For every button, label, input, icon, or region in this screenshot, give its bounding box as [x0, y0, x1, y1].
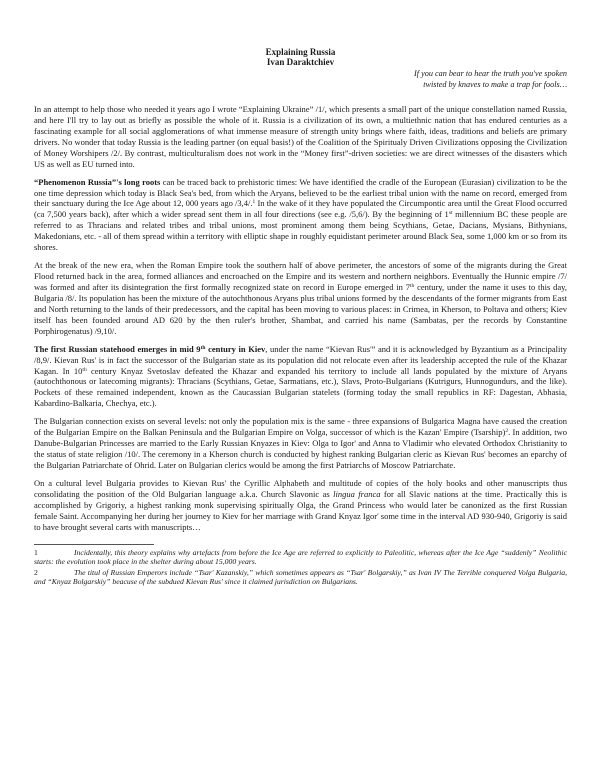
paragraph-text: millennium BC these people are referred to as Thracians and related tribes and tribal unions, most prominent among them being Scythians, Getae, Dacians, Mysians, Bithynians, Makedonians, etc. - all of them spread within a territory with elliptic shape in roughly equidistant perimeter around Black Sea, some 1,000 km or so from its shores. — [34, 209, 568, 253]
paragraph-text: On a cultural level Bulgaria provides to Kievan Rus' the Cyrillic Alphabeth and multitude of copies of the holy books and other manuscripts thus consolidating the position of the Old Bulgarian language a.k.a. Church Slavonic as — [34, 478, 567, 499]
paragraph-bulgarian-connection — [34, 416, 567, 471]
paragraph-text: for all Slavic nations at the time. Practically this is accomplished by Grigoriy, a highest ranking monk supervising spiritually Olga, the Grand Princess who would later be canonized as the first Russian female Saint. Accompanying her during her journey to Kiev for her marriage with Grand Knyaz Igor' some time in the interval AD 930-940, Grigoriy is said to have brought several carts with manuscripts… — [34, 488, 567, 532]
emphasis: lingua franca — [333, 488, 381, 499]
footnote-ref-2[interactable]: 2 — [505, 428, 509, 435]
document-title: Explaining Russia — [265, 47, 336, 57]
paragraph-cultural-level — [34, 478, 567, 533]
paragraph-lead — [34, 344, 265, 354]
superscript: st — [448, 210, 453, 217]
paragraph-text: century Knyaz Svetoslav defeated the Khazar and expanded his territory to include all lands populated by the mixture of Aryans (autochthonous or latecoming migrants): Thracians (Scythians, Getae, Sarmatians, etc.), Slavs, Proto-Bulgarians (Kutrigurs, Hunnogundurs, and the like). Pockets of these remained independent, known as the Caucassian Bulgarian statelets (forming today the small republics in RF: Dagestan, Abhasia, Kabardino-Balkaria, Chechya, etc.). — [34, 365, 568, 409]
paragraph-first-statehood — [34, 344, 567, 409]
footnote-1 — [34, 548, 567, 567]
footnote-ref-1[interactable]: 1 — [252, 199, 256, 206]
document-body — [34, 104, 567, 588]
paragraph-lead: “Phenomenon Russia”'s long roots — [34, 176, 161, 187]
footnote-text: Incidentally, this theory explains why artefacts from before the Ice Age are referred to explicitly to Paleolitic, whereas after the Ice Age “suddenly” Neolithic starts: the evolution took place in the shelter during about 15,000 years. — [34, 547, 567, 567]
epigraph-line-1: If you can bear to hear the truth you've spoken — [414, 69, 567, 78]
footnote-number: 2 — [34, 567, 38, 577]
paragraph-intro: In an attempt to help those who needed it years ago I wrote “Explaining Ukraine” /1/, which presents a small part of the unique constellation named Russia, and here I'll try to lay out as briefly as possible the whole of it. Russia is a civilization of its own, a multiethnic nation that has endured centuries as a fascinating example for all social agglomerations of what immense measure of strength unity brings where faith, ideas, traditions and beliefs are primary drivers. No wonder that today Russia is the leading partner (on equal basis!) of the Coalition of the Spiritualy Driven Civilizations opposing the Civilization of Money Worshipers /2/. By contrast, multiculturalism does not work in the “Money first”-driven societies: we are direct witnesses of the disasters which US as well as EU turned into. — [34, 104, 567, 169]
document-author: Ivan Daraktchiev — [266, 57, 335, 67]
footnote-text: The titul of Russian Emperors include “Tsar' Kazanskiy,” which sometimes appears as “Tsar' Bolgarskiy,” as Ivan IV The Terrible conquered Volga Bulgaria, and “Knyaz Bolgarskiy” beacuse of the subdued Kievan Rus' since it claimed jurisdiction on Bulgarians. — [34, 567, 567, 587]
superscript: th — [200, 344, 206, 351]
paragraph-text: At the break of the new era, when the Roman Empire took the southern half of above perimeter, the ancestors of some of the migrants during the Great Flood returned back in the area, formed alliances and encroached on the Empire and its western and northern neighbors. Eventually the Hunnic empire /7/ was formed and after its disintegration the first formally recognized state on record in Europe emerged in 7 — [34, 260, 567, 292]
paragraph-text: century, under the name it uses to this day, Bulgaria /8/. Its population has been the mixture of the autochthonous Aryans plus tribal unions formed by the descendants of the former migrants from East and North returning to the lands of their predecessors, and the capital has been moving to various places: in Crimea, in Kherson, to Poltava and others; Kiev itself has been founded around AD 620 by the then ruler's brother, Shambat, and carried his name (Sambatas, per the records by Constantine Porphirogenatus) /9,10/. — [34, 281, 567, 336]
superscript: th — [82, 366, 87, 373]
paragraph-long-roots — [34, 177, 567, 253]
paragraph-text: The Bulgarian connection exists on several levels: not only the population mix is the same - three expansions of Bulgarica Magna have caused the creation of the Bulgarian Empire on the Balkan Peninsula and the Bulgarian Empire on Volga, successor of which is the Kazan' Empire (Tsarship) — [34, 416, 567, 438]
footnote-separator — [34, 544, 154, 545]
paragraph-text: can be traced back to prehistoric times: We have identified the cradle of the European (Eurasian) civilization to be the one time depression which today is Black Sea's bed, from which the Aryans, believed to be the earliest tribal union with the name on record, emerged from their sanctuary during the Ice Age about 12, 000 years ago /3,4/. — [34, 176, 567, 209]
paragraph-text: In the wake of it they have populated the Circumpontic area until the Great Flood occurred (ca 7,500 years back), after which a wider spread sent them in all four directions (see e.g. /5,6/). By the beginning of 1 — [34, 198, 567, 220]
epigraph-line-2: twisted by knaves to make a trap for fools… — [423, 79, 567, 89]
footnote-2 — [34, 568, 567, 587]
paragraph-text: , under the name “Kievan Rus'” and it is acknowledged by Byzantium as a Principality /8,9/. Kievan Rus' is in fact the successor of the Bulgarian state as its population did not relocate even after its leadership accepted the rule of the Khazar Kagan. In 10 — [34, 343, 567, 376]
paragraph-new-era — [34, 260, 567, 336]
superscript: th — [409, 282, 415, 289]
paragraph-lead-text: century in Kiev — [205, 343, 266, 354]
paragraph-lead-text: The first Russian statehood emerges in mid 9 — [34, 343, 201, 354]
footnote-number: 1 — [34, 547, 38, 557]
paragraph-text: . In addition, two Danube-Bulgarian Princesses are married to the Early Russian Knyazes in Kiev: Olga to Igor' and Anna to Vladimir who elevated Orthodox Christianity to the status of state religion /10/. The ceremony in a Kherson church is conducted by highest ranking Bulgarian cleric as Kievan Rus' becomes an eparchy of the Bulgarian Patriarchate of Ohrid. Later on Bulgarian clerics would be among the first Patriarchs of Moscow Patriarchate. — [34, 427, 567, 470]
epigraph — [387, 69, 567, 90]
